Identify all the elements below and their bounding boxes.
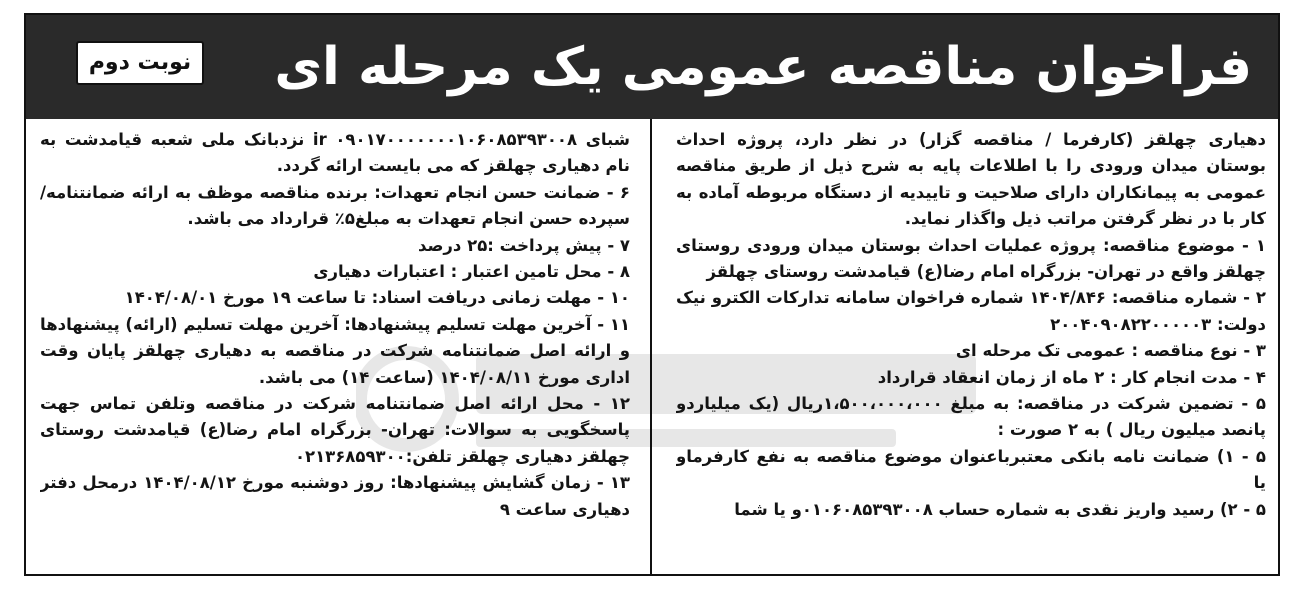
clause-5: ۵ - تضمین شرکت در مناقصه: به مبلغ ۱،۵۰۰،۰۰۰،۰۰۰ریال (یک میلیاردو پانصد میلیون ریال ) به ۲ صورت : [676, 394, 1266, 440]
clause-13: ۱۳ - زمان گشایش پیشنهادها: روز دوشنبه مورخ ۱۴۰۴/۰۸/۱۲ درمحل دفتر دهیاری ساعت ۹ [40, 473, 630, 519]
clause-12: ۱۲ - محل ارائه اصل ضمانتنامه شرکت در مناقصه وتلفن تماس جهت پاسخگویی به سوالات: تهران- بزرگراه امام رضا(ع) قیامدشت روستای چهلقز دهیاری چهلقز تلفن:۰۲۱۳۶۸۵۹۳۰۰ [40, 394, 630, 466]
clause-3: ۳ - نوع مناقصه : عمومی تک مرحله ای [955, 341, 1266, 361]
clause-1: ۱ - موضوع مناقصه: پروژه عملیات احداث بوستان میدان ورودی روستای چهلقز واقع در تهران- بزرگراه امام رضا(ع) قیامدشت روستای چهلقز [676, 235, 1266, 282]
intro-paragraph [676, 127, 1266, 233]
notice-body [26, 119, 1278, 574]
clause-2: ۲ - شماره مناقصه: ۱۴۰۴/۸۴۶ شماره فراخوان سامانه تدارکات الکترو نیک دولت: ۲۰۰۴۰۹۰۸۲۲۰۰۰۰۰۳ [676, 288, 1266, 334]
clause-8: ۸ - محل تامین اعتبار : اعتبارات دهیاری [313, 262, 630, 282]
notice-title: فراخوان مناقصه عمومی یک مرحله ای [274, 37, 1252, 97]
clause-7: ۷ - پیش پرداخت :۲۵ درصد [417, 235, 630, 255]
clause-4: ۴ - مدت انجام کار : ۲ ماه از زمان انعقاد قرارداد [877, 367, 1266, 387]
right-column [676, 127, 1266, 567]
employer-name: دهیاری چهلقز (کارفرما / مناقصه گزار) [918, 130, 1266, 149]
clause-5-2-continued: شبای ir ۰۹۰۱۷۰۰۰۰۰۰۰۱۰۶۰۸۵۳۹۳۰۰۸ نزدبانک ملی شعبه قیامدشت به نام دهیاری چهلقز که می بایست ارائه گردد. [40, 130, 630, 176]
clause-6: ۶ - ضمانت حسن انجام تعهدات: برنده مناقصه موظف به ارائه ضمانتنامه/ سپرده حسن انجام تعهدات به مبلغ۵٪ قرارداد می باشد. [40, 182, 630, 229]
left-column [40, 127, 630, 567]
tender-notice [24, 13, 1280, 576]
clause-5-1: ۵ - ۱) ضمانت نامه بانکی معتبرباعنوان موضوع مناقصه به نفع کارفرماو یا [676, 446, 1266, 493]
clause-11: ۱۱ - آخرین مهلت تسلیم پیشنهادها: آخرین مهلت تسلیم (ارائه) پیشنهادها و ارائه اصل ضمانتنامه شرکت در مناقصه به دهیاری چهلقز پایان وقت اداری مورخ ۱۴۰۴/۰۸/۱۱ (ساعت ۱۴) می باشد. [40, 314, 630, 387]
clause-5-2: ۵ - ۲) رسید واریز نقدی به شماره حساب ۰۱۰۶۰۸۵۳۹۳۰۰۸و یا شما [734, 499, 1266, 519]
intro-text: در نظر دارد، پروژه احداث بوستان میدان ورودی را با اطلاعات پایه به شرح ذیل از طریق مناقصه عمومی به پیمانکاران دارای صلاحیت و تاییدیه از دستگاه مربوطه آماده به کار با در نظر گرفتن مراتب ذیل واگذار نماید. [676, 130, 1266, 229]
clause-10: ۱۰ - مهلت زمانی دریافت اسناد: تا ساعت ۱۹ مورخ ۱۴۰۴/۰۸/۰۱ [124, 288, 630, 308]
header-bar [26, 15, 1278, 119]
round-badge: نوبت دوم [76, 41, 204, 85]
column-divider [650, 119, 652, 574]
